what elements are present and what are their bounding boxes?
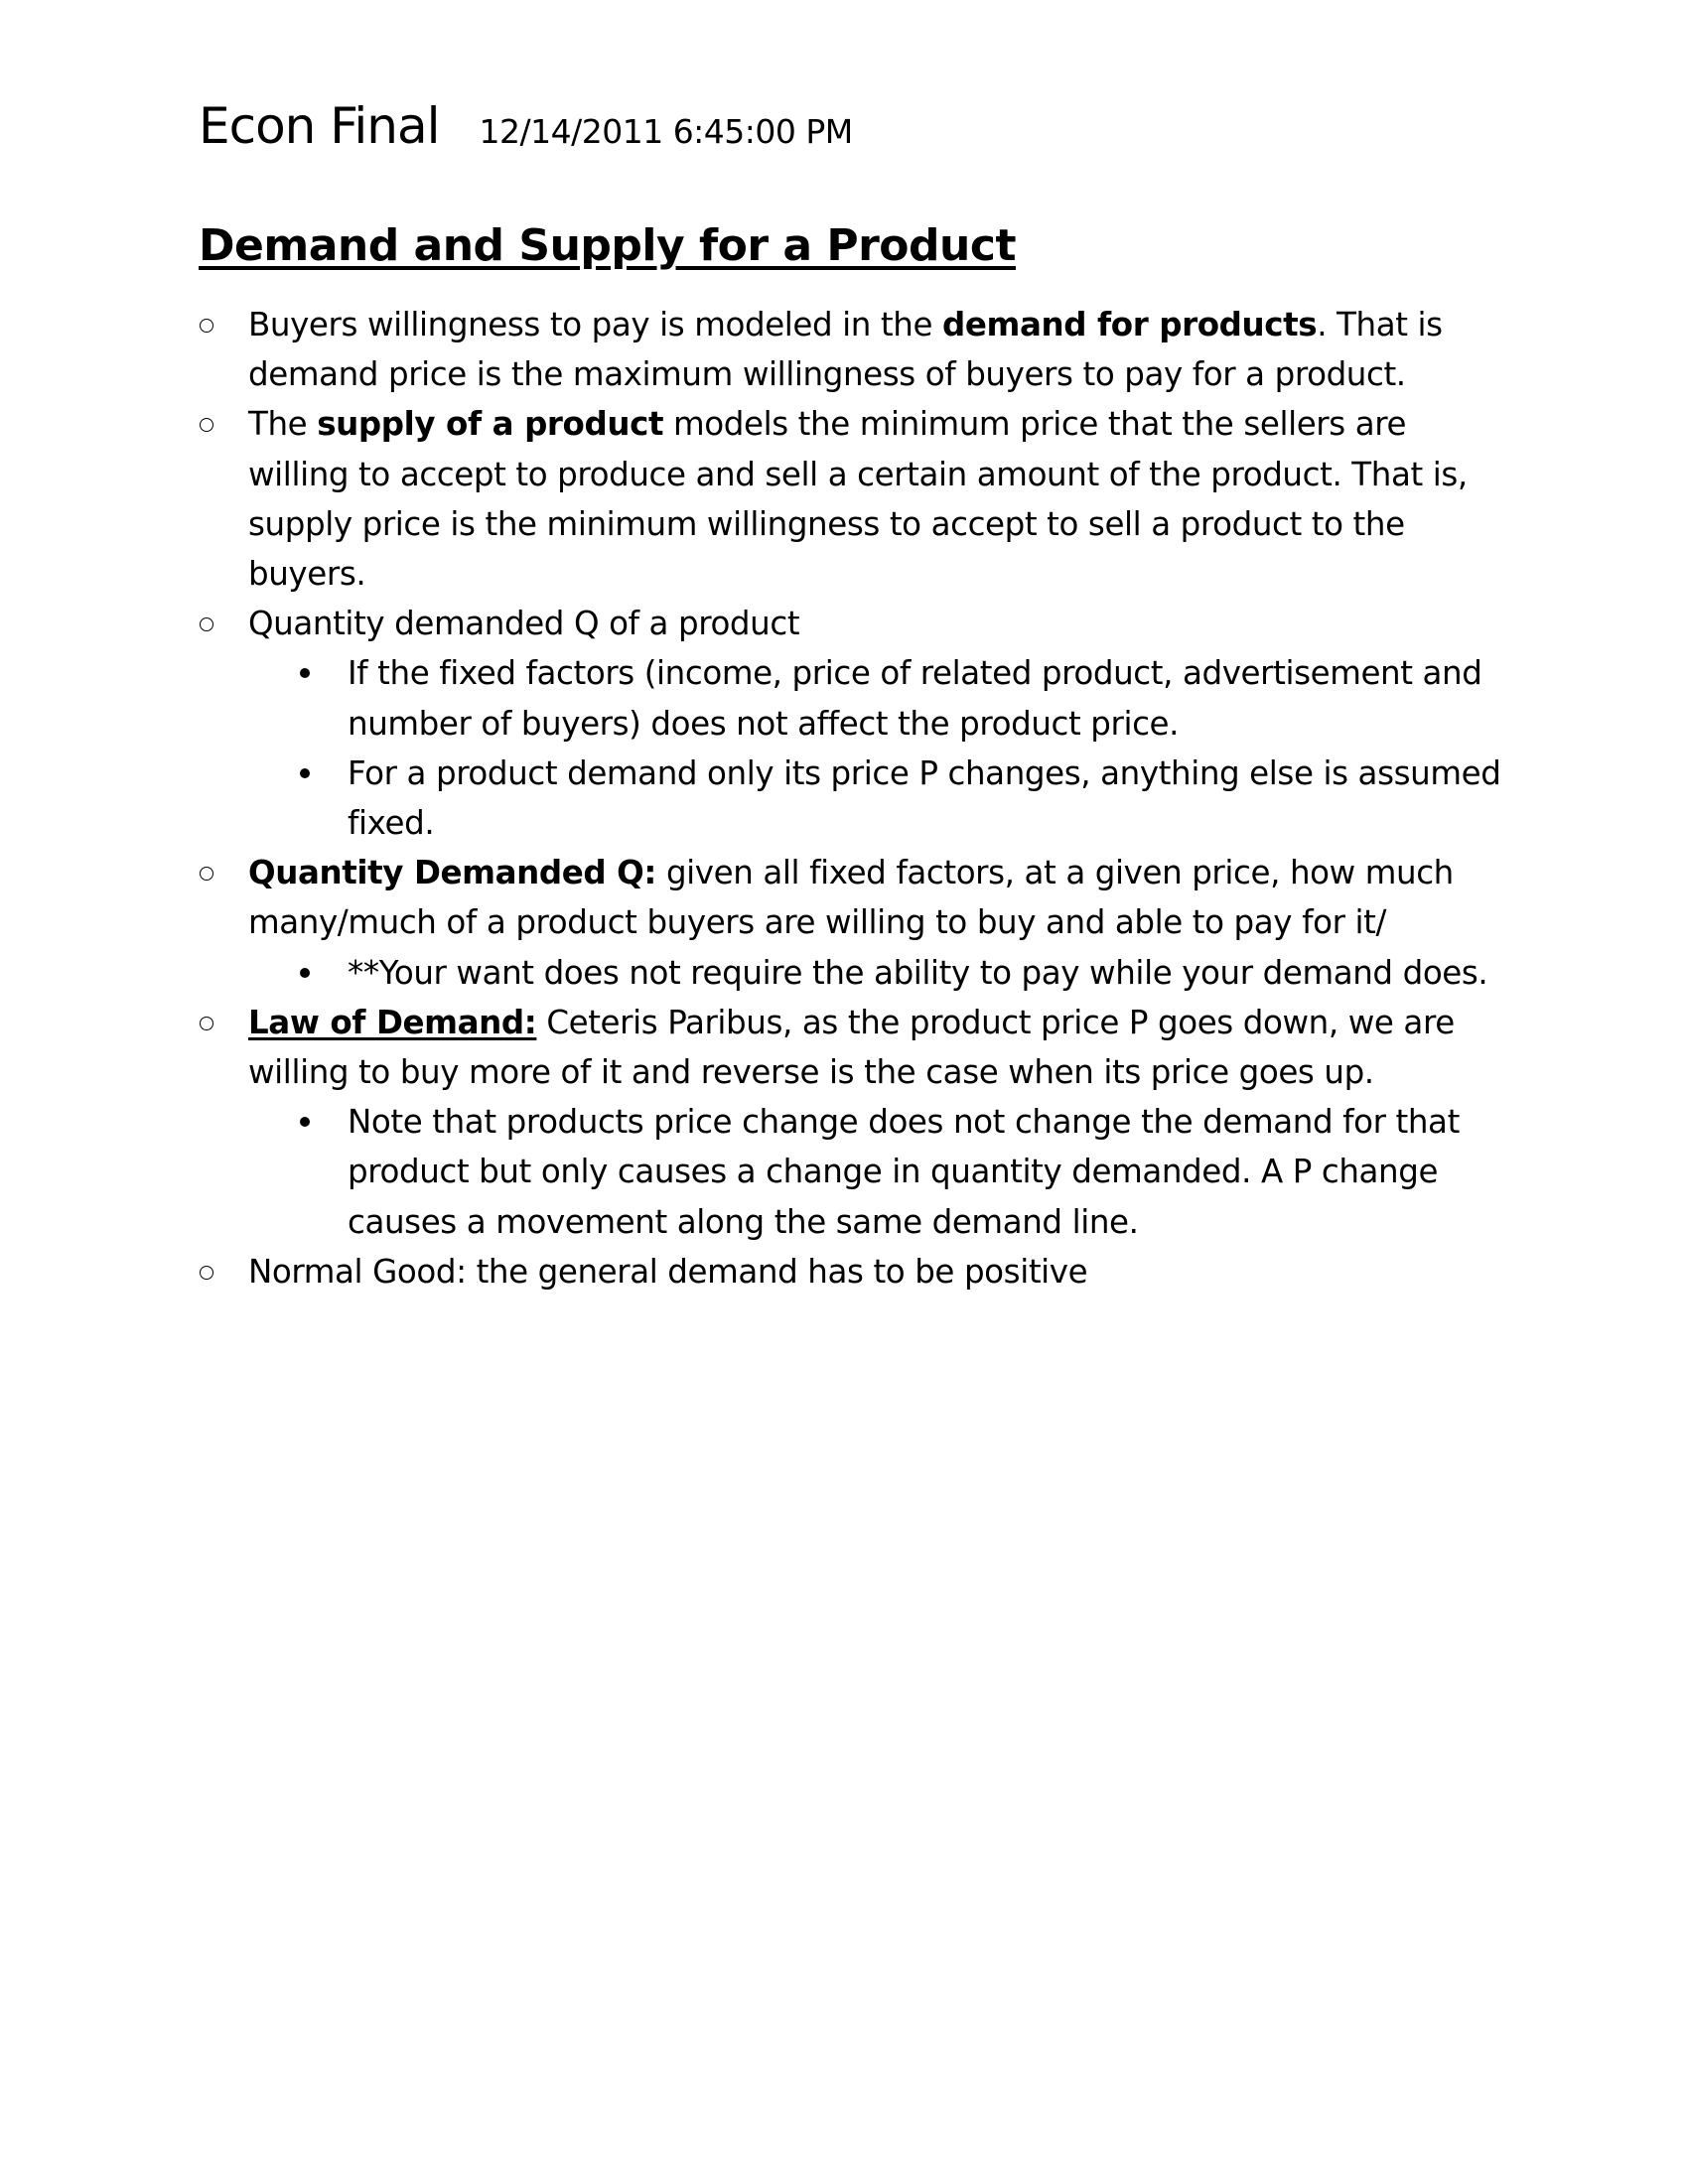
list-item	[0, 300, 1504, 399]
sub-item-text: If the fixed factors (income, price of related product, advertisement and number of buyers) does not affect the product price.	[348, 654, 1482, 743]
item-text: . That is demand price is the maximum willingness of buyers to pay for a product.	[248, 306, 1443, 394]
filled-dot-bullet-icon	[300, 1117, 310, 1127]
section-heading: Demand and Supply for a Product	[199, 220, 1016, 271]
list-item	[0, 998, 1504, 1097]
item-bold-term: demand for products	[942, 306, 1318, 343]
sub-item-text: **Your want does not require the ability to pay while your demand does.	[348, 953, 1488, 992]
item-text: Ceteris Paribus, as the product price P goes down, we are willing to buy more of it and reverse is the case when its price goes up.	[248, 1003, 1455, 1092]
hollow-circle-bullet-icon	[200, 1266, 213, 1280]
item-text: models the minimum price that the sellers are willing to accept to produce and sell a certain amount of the product. That is, supply price is the minimum willingness to accept to sell a product to the buyers.	[248, 405, 1468, 594]
page-header	[199, 97, 853, 155]
list-item	[0, 599, 1504, 648]
sub-list-item	[0, 1097, 1504, 1247]
item-bold-term: Quantity Demanded Q:	[248, 854, 657, 892]
item-bold-term: Law of Demand:	[248, 1003, 537, 1041]
list-item	[0, 848, 1504, 947]
item-text: given all fixed factors, at a given price, how much many/much of a product buyers are willing to buy and able to pay for it/	[248, 854, 1454, 942]
page-datetime: 12/14/2011 6:45:00 PM	[479, 112, 853, 151]
list-item	[0, 399, 1504, 599]
item-text: Buyers willingness to pay is modeled in the	[248, 306, 943, 343]
hollow-circle-bullet-icon	[200, 867, 213, 881]
item-text: Normal Good: the general demand has to be positive	[248, 1252, 1088, 1291]
page-title: Econ Final	[199, 97, 440, 155]
hollow-circle-bullet-icon	[200, 1017, 213, 1030]
filled-dot-bullet-icon	[300, 768, 310, 778]
sub-list-item	[0, 749, 1504, 848]
hollow-circle-bullet-icon	[200, 418, 213, 432]
sub-list-item	[0, 648, 1504, 748]
item-bold-term: supply of a product	[317, 405, 664, 444]
filled-dot-bullet-icon	[300, 968, 310, 978]
notes-list	[0, 300, 1688, 1297]
filled-dot-bullet-icon	[300, 668, 310, 678]
sub-item-text: For a product demand only its price P changes, anything else is assumed fixed.	[348, 753, 1501, 843]
list-item	[0, 1247, 1504, 1297]
sub-item-text: Note that products price change does not change the demand for that product but only causes a change in quantity demanded. A P change causes a movement along the same demand line.	[348, 1103, 1460, 1241]
sub-list-item	[0, 948, 1504, 998]
hollow-circle-bullet-icon	[200, 617, 213, 631]
item-text: The	[248, 405, 318, 444]
item-text: Quantity demanded Q of a product	[248, 605, 800, 643]
hollow-circle-bullet-icon	[200, 319, 213, 333]
